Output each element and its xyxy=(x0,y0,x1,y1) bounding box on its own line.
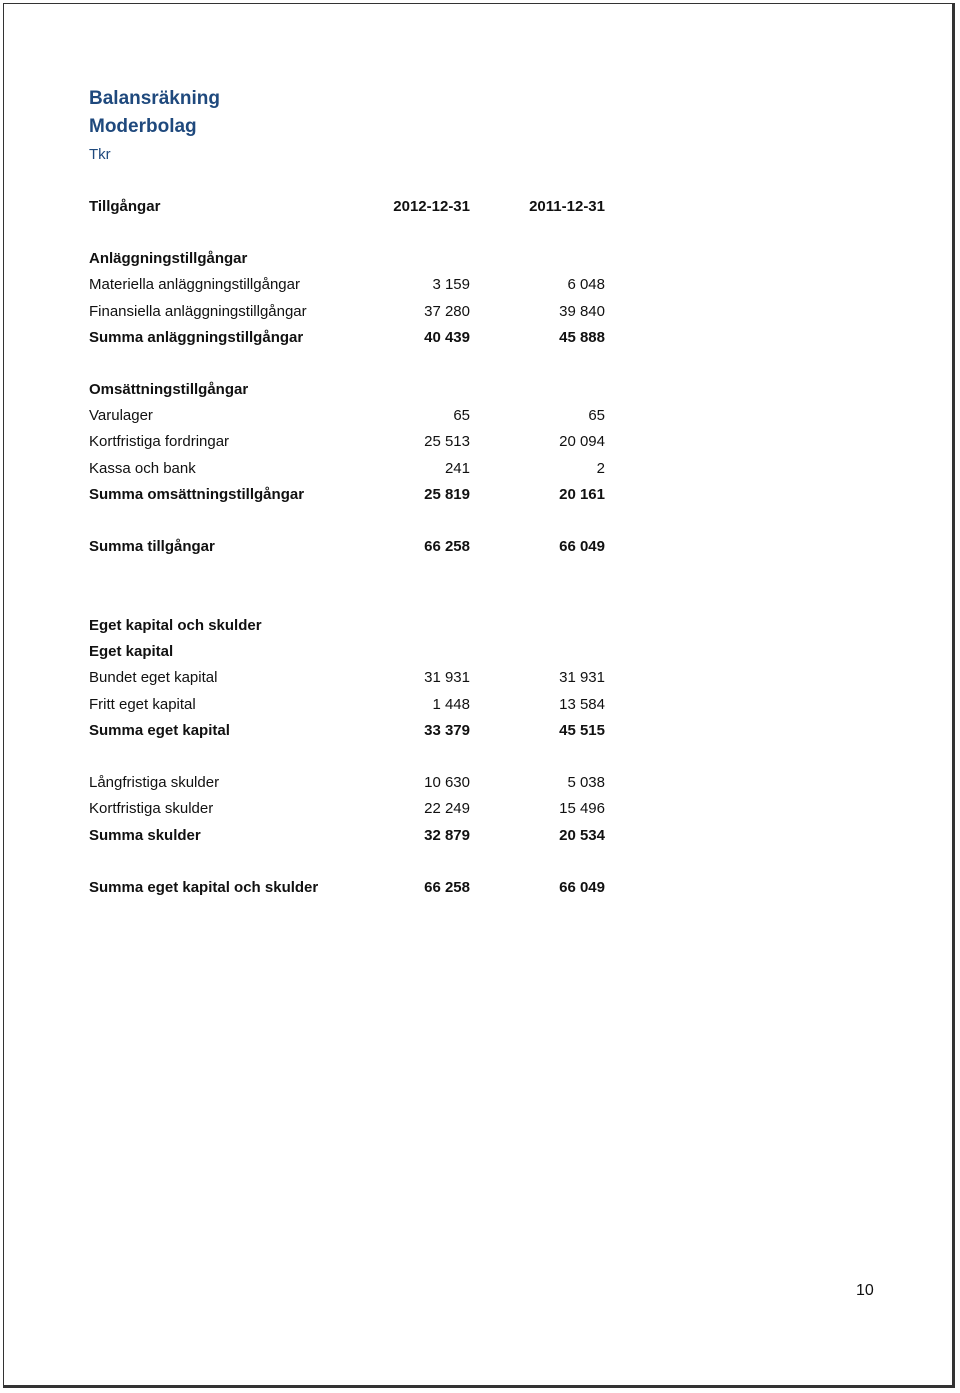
total-row xyxy=(89,327,609,349)
row-value-2012: 37 280 xyxy=(424,303,470,320)
row-value-2011: 39 840 xyxy=(559,303,605,320)
table-row xyxy=(89,772,609,794)
grand-total-row xyxy=(89,536,609,558)
section-heading xyxy=(89,615,609,637)
row-label: Kassa och bank xyxy=(89,460,196,477)
header-label: Tillgångar xyxy=(89,198,161,215)
table-header xyxy=(89,196,609,218)
section-heading xyxy=(89,248,609,270)
row-value-2012: 40 439 xyxy=(424,329,470,346)
fixed-assets-heading: Anläggningstillgångar xyxy=(89,250,248,267)
row-label: Varulager xyxy=(89,407,153,424)
row-value-2012: 66 258 xyxy=(424,538,470,555)
row-label: Summa tillgångar xyxy=(89,538,215,555)
row-value-2011: 5 038 xyxy=(567,774,605,791)
current-assets-heading: Omsättningstillgångar xyxy=(89,381,249,398)
row-value-2012: 1 448 xyxy=(432,696,470,713)
page-title: Balansräkning xyxy=(89,88,220,109)
row-label: Finansiella anläggningstillgångar xyxy=(89,303,307,320)
row-label: Summa skulder xyxy=(89,827,201,844)
unit-label: Tkr xyxy=(89,146,111,163)
row-label: Summa anläggningstillgångar xyxy=(89,329,304,346)
equity-liabilities-heading: Eget kapital och skulder xyxy=(89,617,262,634)
row-value-2012: 25 819 xyxy=(424,486,470,503)
table-row xyxy=(89,431,609,453)
page-subtitle: Moderbolag xyxy=(89,116,197,137)
row-value-2011: 66 049 xyxy=(559,538,605,555)
header-col-2011: 2011-12-31 xyxy=(529,198,605,215)
row-value-2012: 10 630 xyxy=(424,774,470,791)
equity-heading: Eget kapital xyxy=(89,643,174,660)
table-row xyxy=(89,667,609,689)
total-row xyxy=(89,720,609,742)
row-value-2012: 3 159 xyxy=(432,276,470,293)
table-row xyxy=(89,274,609,296)
row-label: Summa eget kapital och skulder xyxy=(89,879,319,896)
row-value-2011: 45 888 xyxy=(559,329,605,346)
row-value-2011: 20 534 xyxy=(559,827,605,844)
row-label: Kortfristiga fordringar xyxy=(89,433,230,450)
table-row xyxy=(89,694,609,716)
row-value-2011: 45 515 xyxy=(559,722,605,739)
row-value-2012: 25 513 xyxy=(424,433,470,450)
row-value-2012: 241 xyxy=(444,460,470,477)
header-col-2012: 2012-12-31 xyxy=(393,198,470,215)
row-label: Summa eget kapital xyxy=(89,722,230,739)
table-row xyxy=(89,405,609,427)
row-value-2012: 66 258 xyxy=(424,879,470,896)
row-label: Fritt eget kapital xyxy=(89,696,196,713)
row-label: Summa omsättningstillgångar xyxy=(89,486,305,503)
row-label: Långfristiga skulder xyxy=(89,774,220,791)
table-row xyxy=(89,458,609,480)
row-value-2012: 33 379 xyxy=(424,722,470,739)
row-label: Materiella anläggningstillgångar xyxy=(89,276,300,293)
section-heading xyxy=(89,379,609,401)
row-value-2011: 2 xyxy=(596,460,605,477)
row-value-2012: 32 879 xyxy=(424,827,470,844)
row-value-2011: 15 496 xyxy=(559,800,605,817)
row-value-2011: 6 048 xyxy=(567,276,605,293)
row-value-2011: 31 931 xyxy=(559,669,605,686)
row-value-2011: 20 161 xyxy=(559,486,605,503)
row-value-2012: 31 931 xyxy=(424,669,470,686)
row-value-2011: 65 xyxy=(588,407,605,424)
row-label: Bundet eget kapital xyxy=(89,669,218,686)
table-row xyxy=(89,301,609,323)
row-value-2011: 13 584 xyxy=(559,696,605,713)
row-label: Kortfristiga skulder xyxy=(89,800,214,817)
total-row xyxy=(89,825,609,847)
row-value-2012: 22 249 xyxy=(424,800,470,817)
page-number: 10 xyxy=(856,1282,874,1299)
total-row xyxy=(89,484,609,506)
table-row xyxy=(89,798,609,820)
section-heading xyxy=(89,641,609,663)
row-value-2012: 65 xyxy=(453,407,470,424)
row-value-2011: 20 094 xyxy=(559,433,605,450)
grand-total-row xyxy=(89,877,609,899)
row-value-2011: 66 049 xyxy=(559,879,605,896)
